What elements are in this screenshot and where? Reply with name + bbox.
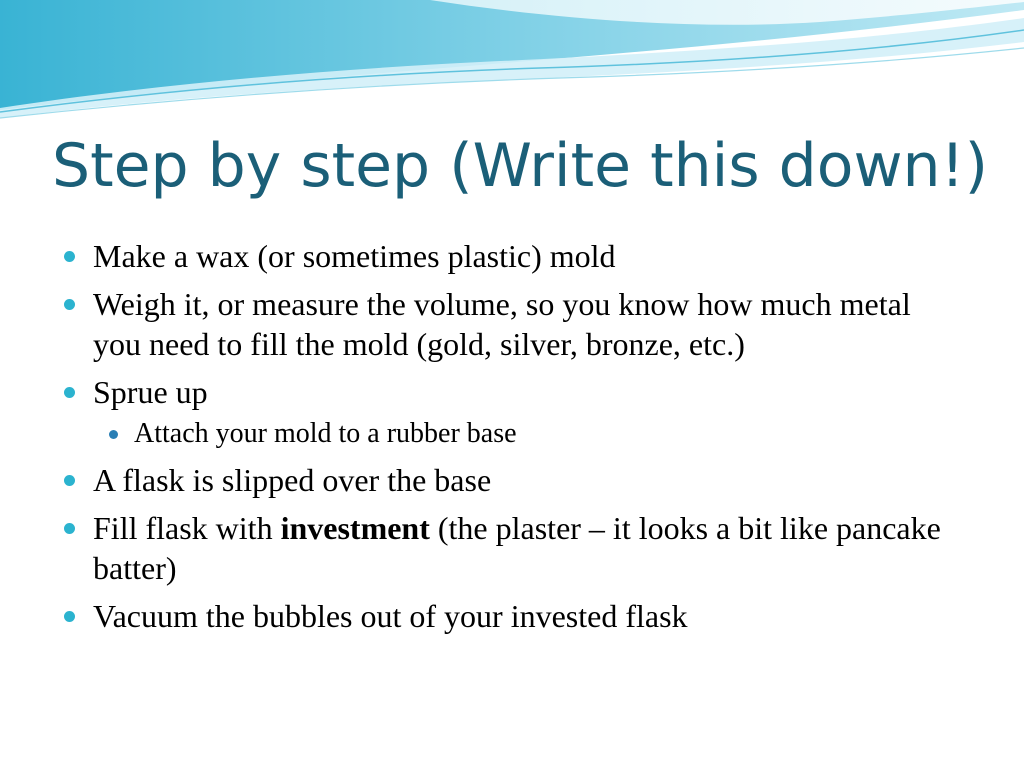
- bullet-text-before: Fill flask with: [93, 510, 281, 546]
- bullet-text: Weigh it, or measure the volume, so you know how much metal you need to fill the mold (gold, silver, bronze, etc.): [93, 286, 911, 362]
- bullet-dot-icon: [64, 299, 75, 310]
- bullet-item: [62, 596, 962, 636]
- sub-bullet-dot-icon: [109, 430, 118, 439]
- sub-bullet-text: Attach your mold to a rubber base: [134, 418, 517, 449]
- bullet-text: Vacuum the bubbles out of your invested flask: [93, 598, 688, 634]
- bullet-text: Sprue up: [93, 374, 208, 410]
- bullet-item: [62, 460, 962, 500]
- bullet-text: A flask is slipped over the base: [93, 462, 492, 498]
- bullet-dot-icon: [64, 475, 75, 486]
- bullet-item: [62, 372, 962, 412]
- bullet-text-after: (the plaster – it looks a bit like pancake batter): [93, 510, 941, 586]
- bullet-text: Make a wax (or sometimes plastic) mold: [93, 238, 616, 274]
- bullet-dot-icon: [64, 251, 75, 262]
- bullet-dot-icon: [64, 387, 75, 398]
- bullet-item: [62, 284, 962, 364]
- slide-title: Step by step (Write this down!): [52, 131, 989, 201]
- bullet-list: [62, 236, 962, 644]
- bullet-item: [62, 236, 962, 276]
- bullet-text-bold-term: investment: [280, 510, 430, 546]
- sub-bullet-item: [62, 416, 962, 452]
- bullet-dot-icon: [64, 611, 75, 622]
- bullet-item: [62, 508, 962, 588]
- decorative-wave-header: [0, 0, 1024, 130]
- bullet-dot-icon: [64, 523, 75, 534]
